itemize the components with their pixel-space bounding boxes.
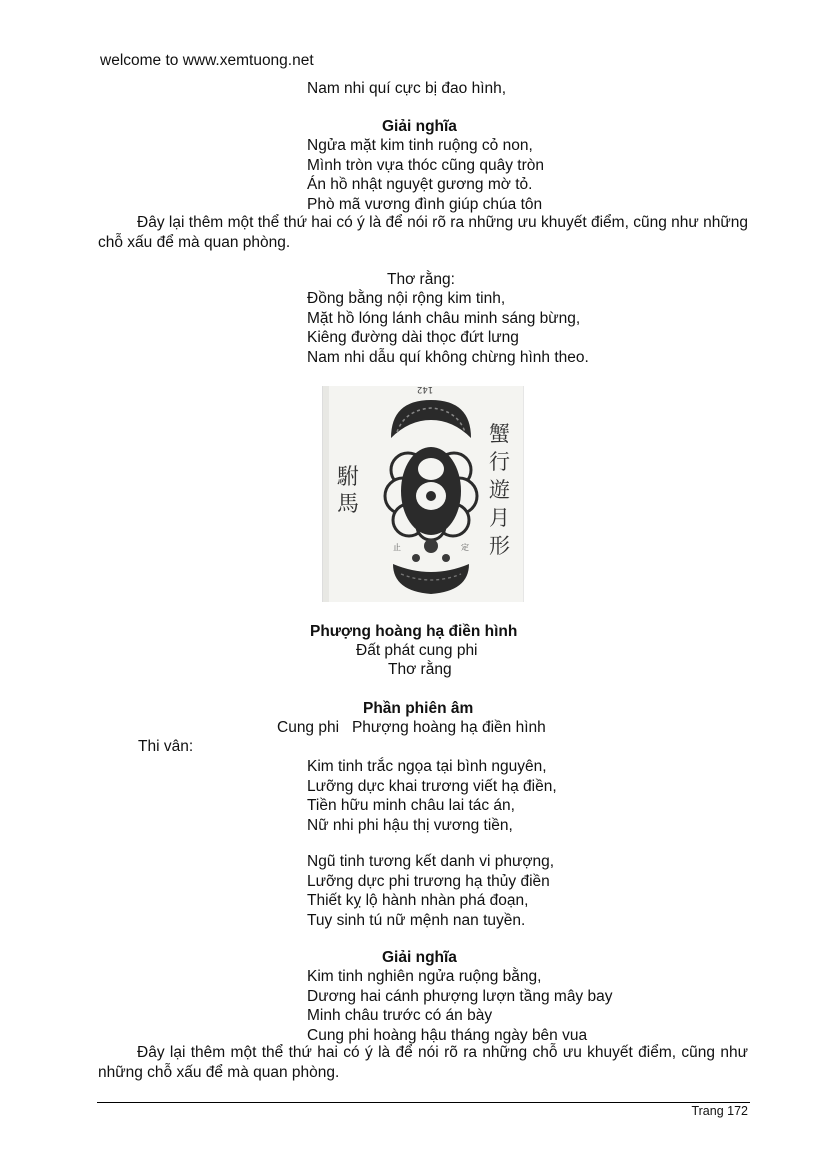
figure-left-label: 駙馬 xyxy=(337,465,360,517)
page-number: Trang 172 xyxy=(691,1104,748,1118)
verse-line: Minh châu trước có án bày xyxy=(307,1007,493,1024)
verse-block xyxy=(307,136,544,214)
figure-top-mark: 142 xyxy=(417,384,434,394)
verse-line: Lưỡng dực phi trương hạ thủy điền xyxy=(307,872,550,890)
verse-line: Mặt hồ lóng lánh châu minh sáng bừng, xyxy=(307,309,581,327)
verse-line: Kiêng đường dài thọc đứt lưng xyxy=(307,329,519,346)
section-title: Phượng hoàng hạ điền hình xyxy=(310,623,518,640)
section-heading: Phần phiên âm xyxy=(363,700,474,717)
verse-block xyxy=(307,852,554,930)
body-paragraph xyxy=(98,1043,748,1082)
verse-line: Nam nhi dẫu quí không chừng hình theo. xyxy=(307,348,589,366)
svg-text:止: 止 xyxy=(393,543,401,552)
verse-line: Án hồ nhật nguyệt gương mờ tỏ. xyxy=(307,176,533,193)
section-subtitle: Đất phát cung phi xyxy=(356,642,478,659)
verse-block xyxy=(307,757,557,835)
verse-block xyxy=(307,289,589,367)
verse-block xyxy=(307,967,612,1045)
poem-intro: Thơ rằng xyxy=(388,661,452,678)
paragraph-text: Đây lại thêm một thể thứ hai có ý là để nói rõ ra những ưu khuyết điểm, cũng như những chỗ xấu để mà quan phòng. xyxy=(98,214,748,251)
verse-line: Thiết kỵ lộ hành nhàn phá đoạn, xyxy=(307,892,529,909)
verse-line: Nam nhi quí cực bị đao hình, xyxy=(307,80,507,97)
verse-line: Đồng bằng nội rộng kim tinh, xyxy=(307,290,506,307)
verse-line: Tiền hữu minh châu lai tác án, xyxy=(307,797,515,814)
verse-line: Lưỡng dực khai trương viết hạ điền, xyxy=(307,777,557,795)
verse-line: Tuy sinh tú nữ mệnh nan tuyền. xyxy=(307,911,526,929)
verse-line: Ngũ tinh tương kết danh vi phượng, xyxy=(307,853,555,870)
footer-divider xyxy=(97,1102,750,1103)
section-heading: Giải nghĩa xyxy=(382,949,457,966)
svg-text:定: 定 xyxy=(461,543,469,552)
verse-line: Dương hai cánh phượng lượn tầng mây bay xyxy=(307,987,613,1005)
body-paragraph xyxy=(98,213,748,252)
section-heading: Giải nghĩa xyxy=(382,118,457,135)
verse-line: Mình tròn vựa thóc cũng quây tròn xyxy=(307,156,544,174)
paragraph-text: Đây lại thêm một thể thứ hai có ý là để nói rõ ra những chỗ ưu khuyết điểm, cũng như những chỗ xấu để mà quan phòng. xyxy=(98,1044,748,1081)
figure-right-caption: 蟹行遊月形 xyxy=(489,422,510,558)
poem-intro: Thơ rằng: xyxy=(387,271,455,288)
woodblock-figure xyxy=(322,386,524,602)
verse-line: Kim tinh trắc ngọa tại bình nguyên, xyxy=(307,758,547,775)
verse-line: Ngửa mặt kim tinh ruộng cỏ non, xyxy=(307,137,533,154)
poem-label: Thi vân: xyxy=(138,738,194,755)
verse-line: Cung phi hoàng hậu tháng ngày bên vua xyxy=(307,1026,588,1044)
site-header: welcome to www.xemtuong.net xyxy=(100,52,314,69)
verse-line: Kim tinh nghiên ngửa ruộng bằng, xyxy=(307,968,542,985)
section-subheading: Cung phi Phượng hoàng hạ điền hình xyxy=(277,719,546,736)
verse-line: Nữ nhi phi hậu thị vương tiền, xyxy=(307,816,513,834)
verse-line: Phò mã vương đình giúp chúa tôn xyxy=(307,195,543,213)
